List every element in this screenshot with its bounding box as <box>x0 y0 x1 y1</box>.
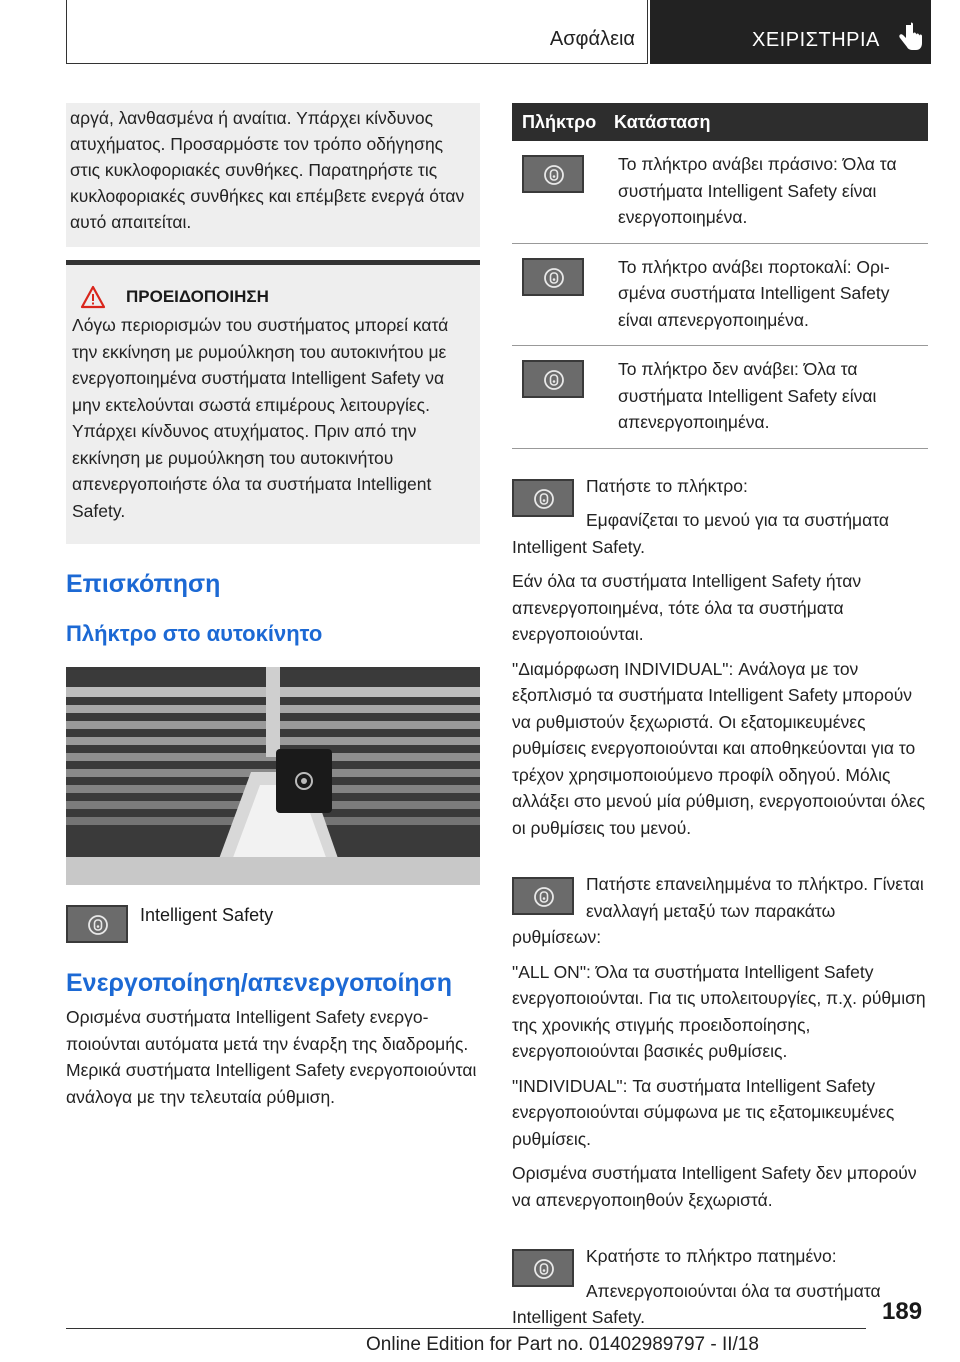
header-section-box <box>66 0 648 64</box>
intro-box <box>66 103 480 247</box>
para-all-on: "ALL ON": Όλα τα συστήματα Intelligent Safety ενεργοποιούνται. Για τις υπολειτουργίες, π.χ. ρύθμιση της χρονικής στιγμής προειδοποίησης, ενεργοποιούνται βασικές ρυθμίσεις. <box>512 961 926 1061</box>
row-state-text: Το πλήκτρο ανάβει πορτοκαλί: Ορισμένα συστήματα Intelligent Safety είναι απενεργοποιημένα. <box>618 256 890 330</box>
status-table-header <box>512 103 928 141</box>
right-column <box>512 103 928 1339</box>
warning-box <box>66 260 480 544</box>
toggle-text: Ορισμένα συστήματα Intelligent Safety ενεργοποιούνται αυτόματα μετά την έναρξη της διαδρομής. Μερικά συστήματα Intelligent Safety ενεργοποιούνται ανάλογα με την τελευταία ρύθμιση. <box>66 1007 477 1107</box>
col-header-key: Πλήκτρο <box>522 111 597 132</box>
heading-overview: Επισκόπηση <box>66 570 221 598</box>
warning-text: Λόγω περιορισμών του συστήματος μπορεί κατά την εκκίνηση με ρυμούλκηση του αυτοκινήτου με ενεργοποιημένα συστήματα Intelligent Safety να μην εκτελούνται σωστά επιμέρους λειτουργίες. Υπάρχει κίνδυνος ατυχήματος. Πριν από την εκκίνηση με ρυμούλκηση του αυτοκινήτου απενεργοποιήστε όλα τα συστήματα Intelligent Safety. <box>72 315 449 521</box>
step-press: Πατήστε το πλήκτρο: <box>586 475 748 496</box>
car-console-photo <box>66 667 480 885</box>
intelligent-safety-button-icon <box>512 479 574 517</box>
header-chapter-box <box>650 0 931 64</box>
warning-heading <box>72 285 474 309</box>
left-column <box>66 103 480 1110</box>
intelligent-safety-label: Intelligent Safety <box>140 905 274 925</box>
header-section-title: Ασφάλεια <box>549 28 635 50</box>
para-cannot-disable: Ορισμένα συστήματα Intelligent Safety δεν μπορούν να απενεργοποιηθούν ξεχωριστά. <box>512 1163 917 1210</box>
heading-activate-deactivate: Ενεργοποίηση/απενεργοποίηση <box>66 969 453 997</box>
table-row <box>512 244 928 347</box>
intro-text: αργά, λανθασμένα ή αναίτια. Υπάρχει κίνδυνος ατυχήματος. Προσαρμόστε τον τρόπο οδήγησης στις κυκλοφοριακές συνθήκες. Παρατηρήστε τις κυκλοφοριακές συνθήκες και επέμβετε ενεργά όταν αυτό απαιτείται. <box>70 108 465 232</box>
row-state-text: Το πλήκτρο ανάβει πράσινο: Όλα τα συστήματα Intelligent Safety είναι ενεργοποιημένα. <box>618 154 897 227</box>
intelligent-safety-button-icon <box>522 360 584 398</box>
instructions <box>512 473 928 1331</box>
header-chapter-title: ΧΕΙΡΙΣΤΗΡΙΑ <box>752 29 880 51</box>
para-individual-config: "Διαμόρφωση INDIVIDUAL": Ανάλογα με τον εξοπλισμό τα συστήματα Intelligent Safety μπορούν να ρυθμιστούν ξεχωριστά. Οι εξατομικευμένες ρυθμίσεις ενεργοποιούνται και αποθηκεύονται για το τρέχον χρησιμοποιούμενο προφίλ οδηγού. Μόλις αλλάξει στο μενού μία ρύθμιση, ενεργοποιούνται όλες οι ρυθμίσεις του μενού. <box>512 658 926 838</box>
intelligent-safety-button-icon <box>522 258 584 296</box>
footer-edition: Online Edition for Part no. 01402989797 - II/18 <box>366 1334 759 1355</box>
para-all-off: Εάν όλα τα συστήματα Intelligent Safety ήταν απενεργοποιημένα, τότε όλα τα συστήματα ενεργοποιούνται. <box>512 571 862 644</box>
col-header-state: Κατάσταση <box>614 111 711 132</box>
intelligent-safety-legend <box>66 905 480 943</box>
table-row <box>512 141 928 244</box>
row-state-text: Το πλήκτρο δεν ανάβει: Όλα τα συστήματα Intelligent Safety είναι απενεργοποιημένα. <box>618 359 877 432</box>
para-individual: "INDIVIDUAL": Τα συστήματα Intelligent Safety ενεργοποιούνται σύμφωνα με τις εξατομικευμένες ρυθμίσεις. <box>512 1075 895 1149</box>
intelligent-safety-button-icon <box>512 877 574 915</box>
intelligent-safety-button-icon <box>66 905 128 943</box>
console-illustration <box>66 667 480 885</box>
table-row <box>512 346 928 449</box>
hand-pointer-icon <box>897 22 923 52</box>
step-press-repeatedly: Πατήστε επανειλημμένα το πλήκτρο. Γίνεται εναλλαγή μεταξύ των παρακάτω ρυθμίσεων: <box>512 874 924 947</box>
warning-triangle-icon <box>80 285 106 309</box>
step-hold-result: Απενεργοποιούνται όλα τα συστήματα Intelligent Safety. <box>512 1280 881 1327</box>
footer-divider <box>66 1328 866 1329</box>
step-hold: Κρατήστε το πλήκτρο πατημένο: <box>586 1246 837 1266</box>
warning-title: ΠΡΟΕΙΔΟΠΟΙΗΣΗ <box>126 287 269 306</box>
heading-button-in-car: Πλήκτρο στο αυτοκίνητο <box>66 621 323 646</box>
intelligent-safety-button-icon <box>522 155 584 193</box>
step-press-result: Εμφανίζεται το μενού για τα συστήματα Intelligent Safety. <box>512 510 890 557</box>
intelligent-safety-button-icon <box>512 1249 574 1287</box>
page-number: 189 <box>882 1298 923 1325</box>
